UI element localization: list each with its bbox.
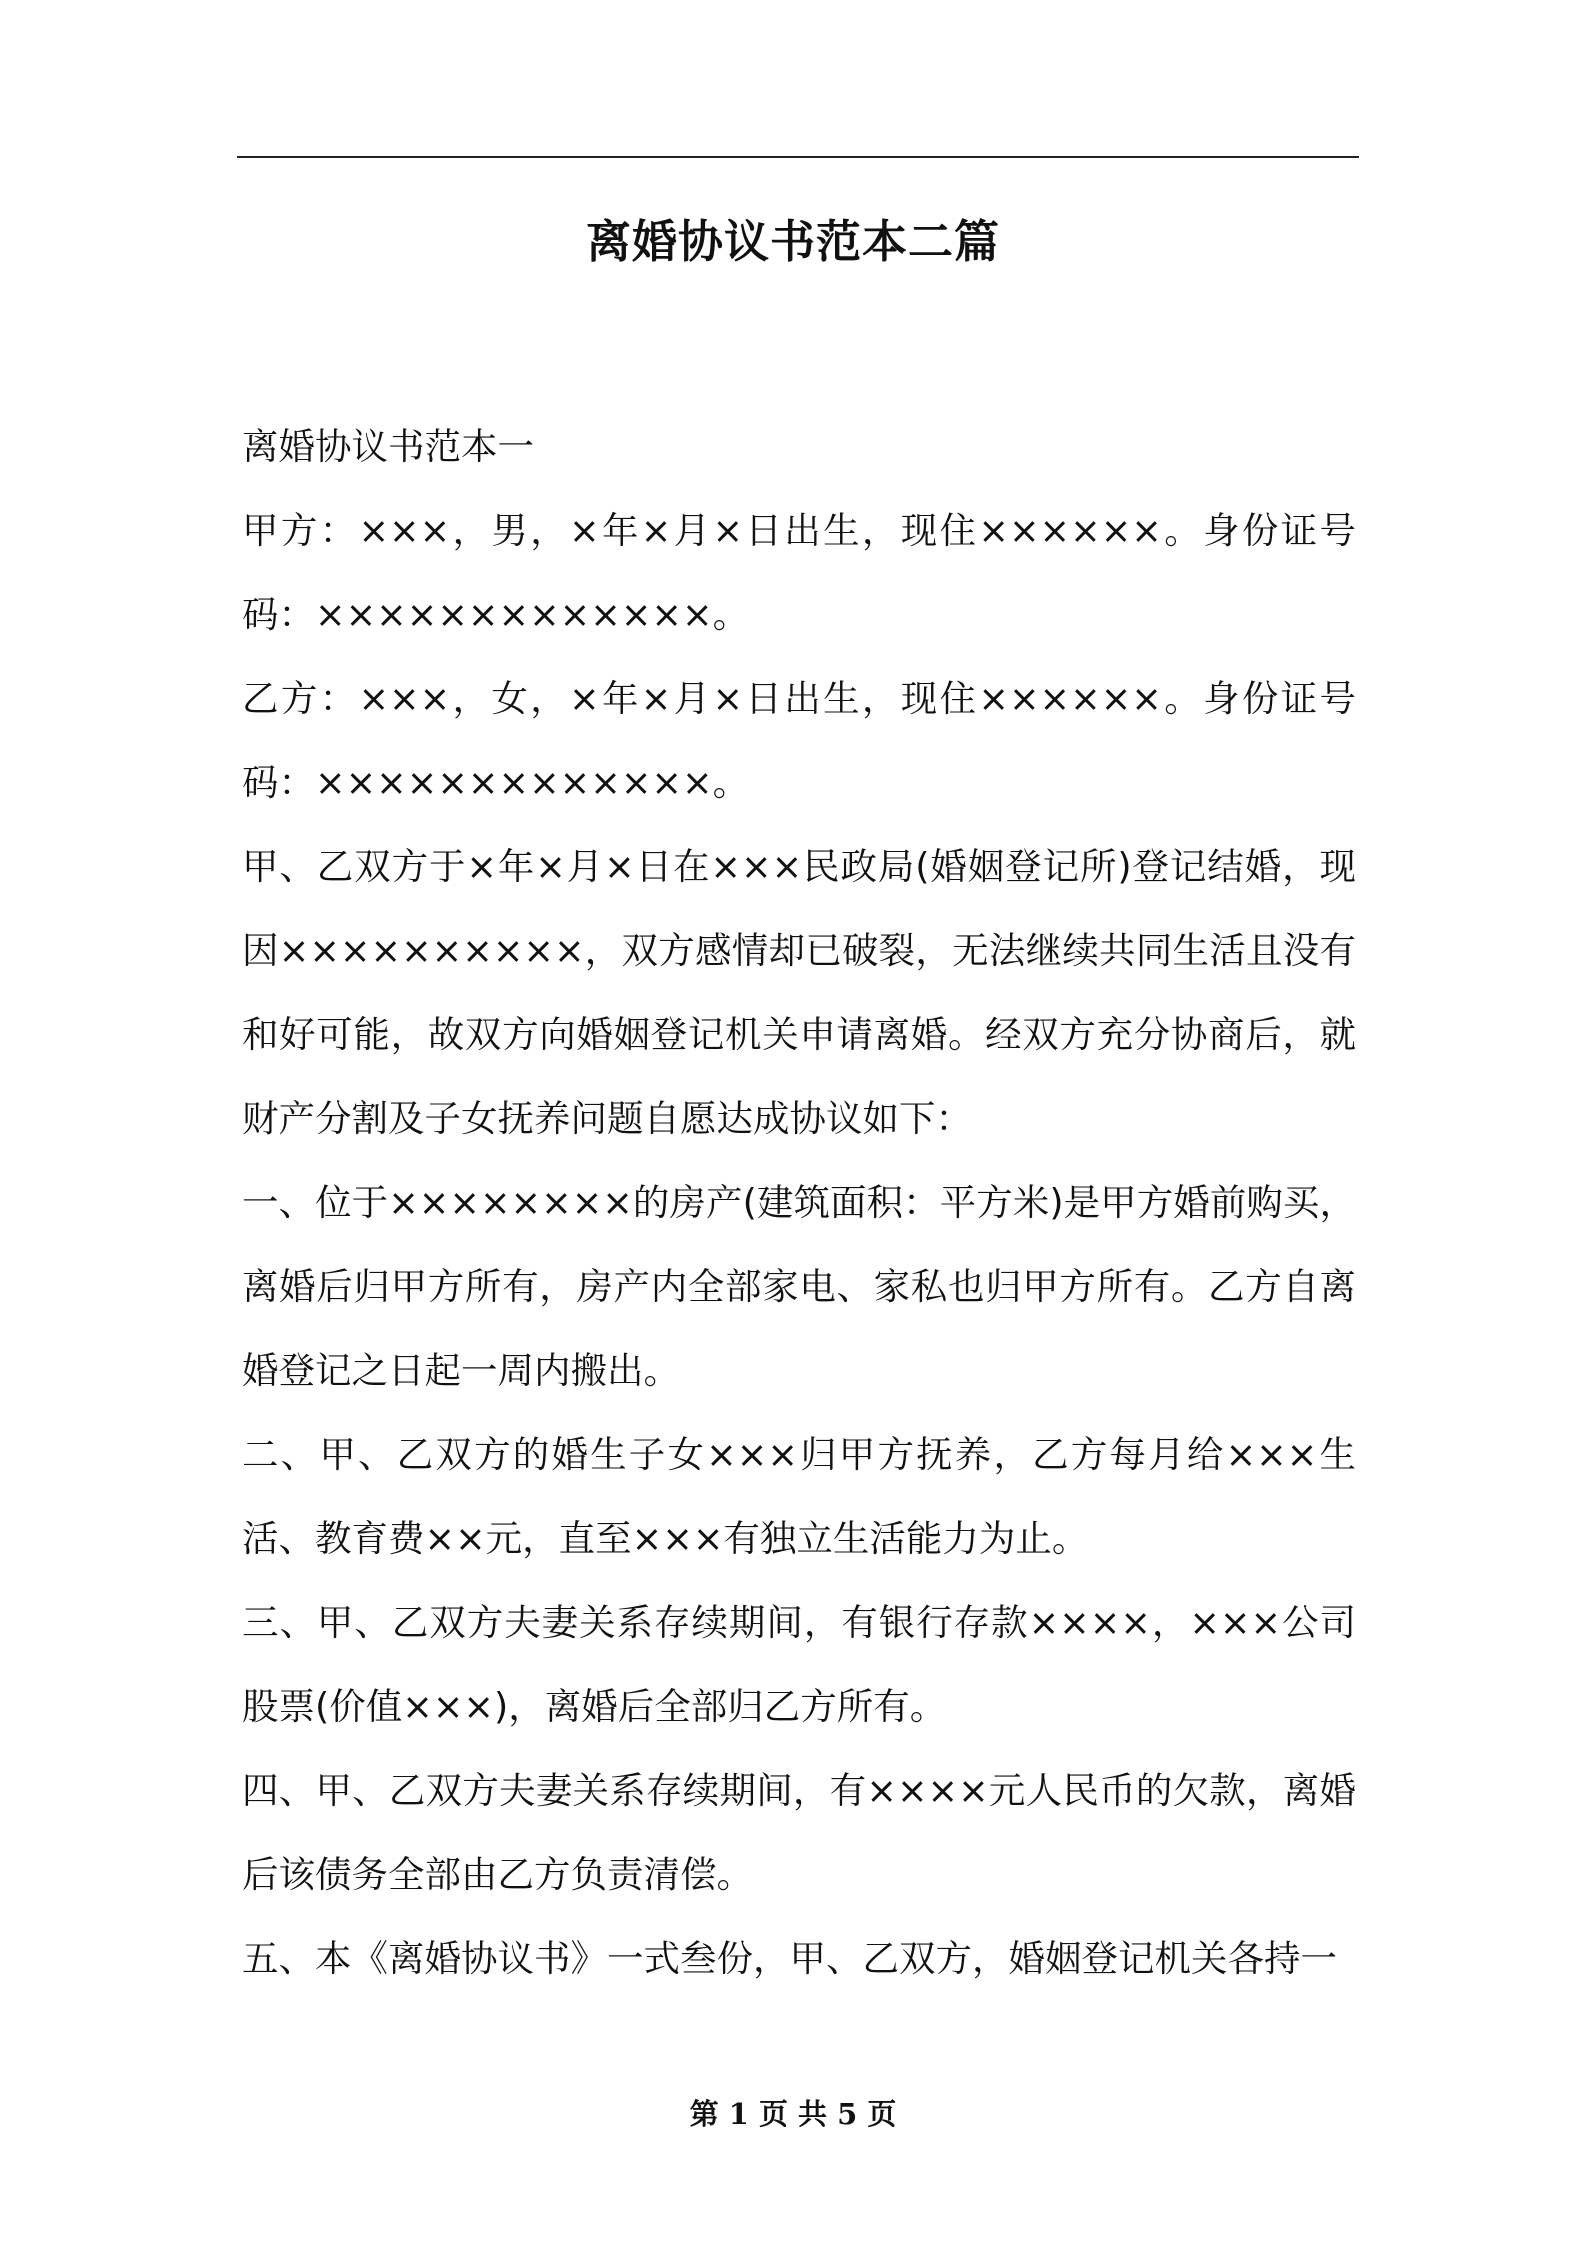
clause-4-paragraph: 四、甲、乙双方夫妻关系存续期间，有××××元人民币的欠款，离婚后该债务全部由乙方负责清偿。 xyxy=(242,1769,1356,1896)
document-title: 离婚协议书范本二篇 xyxy=(585,215,1000,268)
document-body xyxy=(242,405,1356,2001)
header-divider xyxy=(237,156,1359,158)
preamble-paragraph: 甲、乙双方于×年×月×日在×××民政局(婚姻登记所)登记结婚，现因××××××××××，双方感情却已破裂，无法继续共同生活且没有和好可能，故双方向婚姻登记机关申请离婚。经双方充分协商后，就财产分割及子女抚养问题自愿达成协议如下： xyxy=(242,845,1356,1140)
party-a-paragraph: 甲方：×××，男，×年×月×日出生，现住××××××。身份证号码：×××××××××××××。 xyxy=(242,509,1356,636)
clause-3-paragraph: 三、甲、乙双方夫妻关系存续期间，有银行存款××××，×××公司股票(价值×××)，离婚后全部归乙方所有。 xyxy=(242,1601,1356,1728)
section-heading: 离婚协议书范本一 xyxy=(242,425,534,468)
party-b-paragraph: 乙方：×××，女，×年×月×日出生，现住××××××。身份证号码：×××××××××××××。 xyxy=(242,677,1356,804)
page-number-footer: 第 1 页 共 5 页 xyxy=(689,2097,897,2131)
clause-5-paragraph: 五、本《离婚协议书》一式叁份，甲、乙双方，婚姻登记机关各持一 xyxy=(242,1937,1337,1980)
clause-2-paragraph: 二、甲、乙双方的婚生子女×××归甲方抚养，乙方每月给×××生活、教育费××元，直至×××有独立生活能力为止。 xyxy=(242,1433,1356,1560)
clause-1-paragraph: 一、位于××××××××的房产(建筑面积：平方米)是甲方婚前购买，离婚后归甲方所有，房产内全部家电、家私也归甲方所有。乙方自离婚登记之日起一周内搬出。 xyxy=(242,1181,1356,1392)
